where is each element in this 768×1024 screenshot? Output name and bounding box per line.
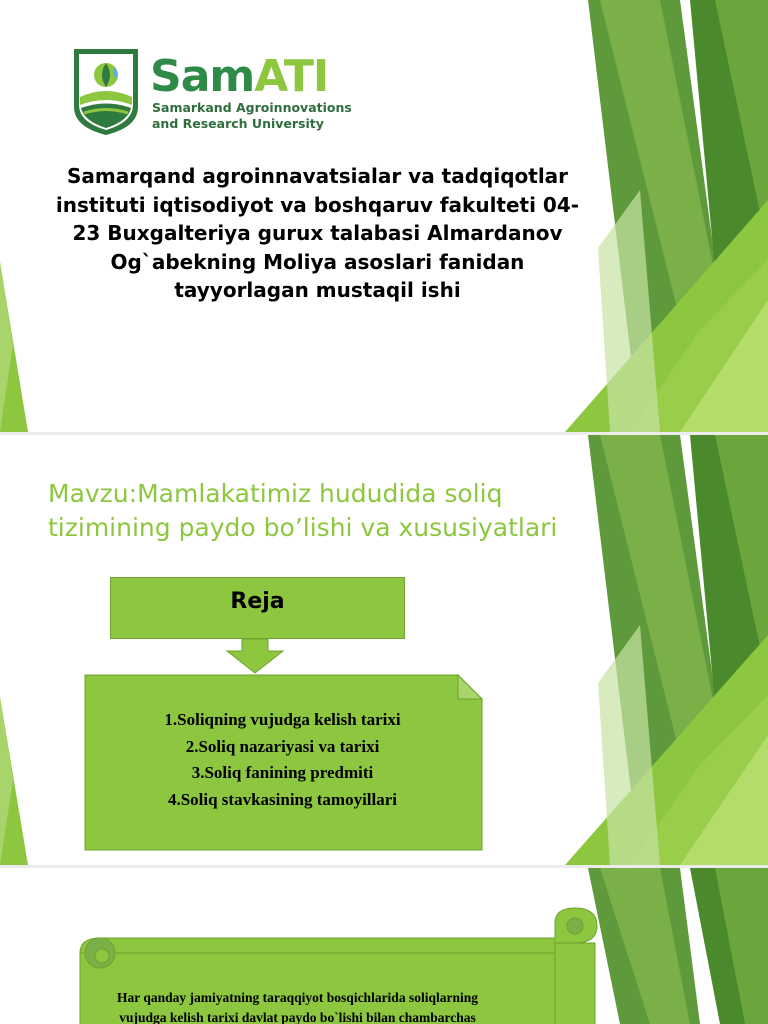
slide-title-text: Samarqand agroinnavatsialar va tadqiqotlar instituti iqtisodiyot va boshqaruv fakulteti 04-23 Buxgalteriya gurux talabasi Almardanov Og`abekning Moliya asoslari fanidan tayyorlagan mustaqil ishi: [55, 164, 580, 302]
topic-heading: Mavzu:Mamlakatimiz hududida soliq tizimining paydo bo’lishi va xususiyatlari: [48, 479, 558, 542]
samati-logo: [70, 45, 370, 137]
slide-content: [0, 868, 768, 1024]
logo-wordmark: SamATI: [150, 51, 329, 102]
slide-topic: [0, 435, 768, 865]
plan-item: 4.Soliq stavkasining tamoyillari: [167, 789, 398, 809]
plan-item: 2.Soliq nazariyasi va tarixi: [185, 736, 380, 756]
plan-item: 1.Soliqning vujudga kelish tarixi: [164, 710, 401, 729]
scroll-text: Har qanday jamiyatning taraqqiyot bosqichlarida soliqlarning vujudga kelish tarixi davlat paydo bo`lishi bilan chambarchas: [117, 990, 478, 1024]
plan-item: 3.Soliq fanining predmiti: [191, 763, 374, 782]
shield-icon: [70, 45, 142, 137]
plan-header-box: [110, 577, 405, 639]
plan-list: [100, 707, 465, 813]
logo-subtitle: Samarkand Agroinnovations and Research University: [152, 100, 352, 131]
slide-title: [0, 0, 768, 432]
plan-header-label: Reja: [230, 588, 285, 614]
